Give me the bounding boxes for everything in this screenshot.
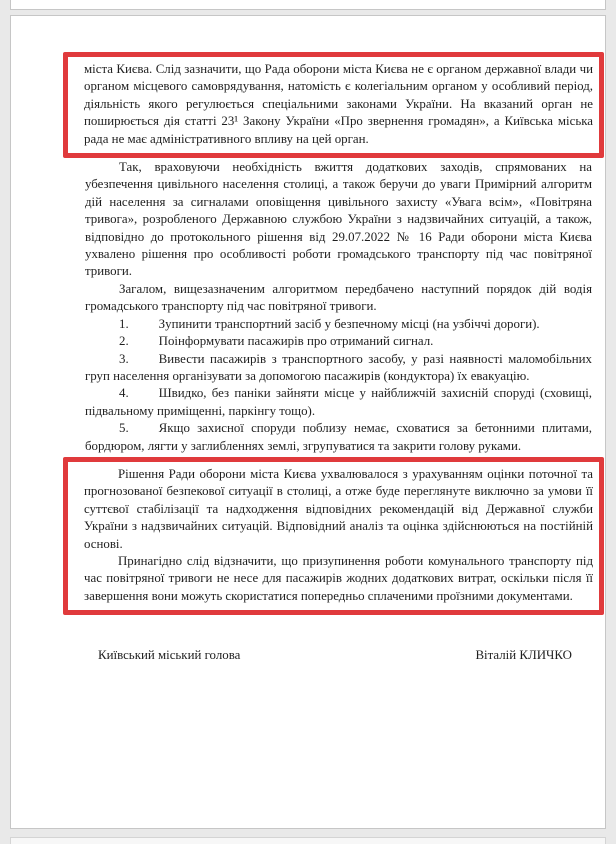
list-item-number: 5.	[119, 421, 129, 436]
signature-name: Віталій КЛИЧКО	[475, 648, 572, 663]
list-item-text: Зупинити транспортний засіб у безпечному місці (на узбіччі дороги).	[158, 316, 540, 331]
paragraph-no-extra-cost: Принагідно слід відзначити, що призупинення роботи комунального транспорту під час повітряної тривоги не несе для пасажирів жодних додаткових витрат, оскільки після її завершення вони можуть скористатися попередньо сплаченими проїзними документами.	[84, 553, 593, 603]
signature-position: Київський міський голова	[98, 648, 241, 663]
list-item-number: 3.	[119, 351, 129, 366]
signature-block	[85, 647, 592, 664]
list-item-2	[85, 333, 592, 350]
list-item-5	[85, 420, 592, 455]
highlight-box-2	[63, 457, 604, 615]
list-item-3	[85, 351, 592, 386]
list-item-text: Вивести пасажирів з транспортного засобу, у разі наявності маломобільних груп населення організувати за допомогою пасажирів (кондуктора) їх евакуацію.	[85, 351, 592, 383]
paragraph-algorithm-intro: Загалом, вищезазначеним алгоритмом передбачено наступний порядок дій водія громадського транспорту під час повітряної тривоги.	[85, 281, 592, 314]
paragraph-transport-decision: Так, враховуючи необхідність вжиття додаткових заходів, спрямованих на убезпечення цивільного населення столиці, а також беручи до уваги Примірний алгоритм дій населення за сигналами оповіщення цивільного захисту «Увага всім», «Повітряна тривога», розробленого Державною службою України з надзвичайних ситуацій, а також, відповідно до протокольного рішення від 29.07.2022 № 16 Ради оборони міста Києва ухвалено рішення про особливості роботи громадського транспорту під час повітряної тривоги.	[85, 160, 592, 279]
paragraph-decision-review: Рішення Ради оборони міста Києва ухвалювалося з урахуванням оцінки поточної та прогнозованої безпекової ситуації в столиці, а отже буде переглянуте виключно за умови її суттєвої стабілізації та надходження відповідних рекомендацій від Державної служби України з надзвичайних ситуацій. Відповідний аналіз та оцінка здійснюються на постійній основі.	[84, 466, 593, 551]
paragraph-defense-council-status: міста Києва. Слід зазначити, що Рада оборони міста Києва не є органом державної влади чи органом місцевого самоврядування, натомість є колегіальним органом у особливий період, діяльність якого регулюється спеціальними законами України. На вказаний орган не поширюється дія статті 23¹ Закону України «Про звернення громадян», а Київська міська рада не має адміністративного впливу на цей орган.	[84, 62, 593, 146]
list-item-text: Поінформувати пасажирів про отриманий сигнал.	[158, 334, 434, 349]
highlight-box-1	[63, 52, 604, 158]
list-item-number: 4.	[119, 386, 129, 401]
next-page-edge	[10, 837, 606, 844]
list-item-number: 1.	[119, 316, 129, 331]
previous-page-edge	[10, 0, 606, 10]
list-item-number: 2.	[119, 334, 129, 349]
list-item-text: Швидко, без паніки зайняти місце у найближчій захисній споруді (сховищі, підвальному приміщенні, паркінгу тощо).	[85, 386, 592, 418]
list-item-text: Якщо захисної споруди поблизу немає, сховатися за бетонними плитами, бордюром, лягти у заглибленнях землі, згрупуватися та закрити голову руками.	[85, 421, 592, 453]
document-page	[10, 15, 606, 829]
list-item-1	[85, 316, 592, 333]
list-item-4	[85, 385, 592, 420]
